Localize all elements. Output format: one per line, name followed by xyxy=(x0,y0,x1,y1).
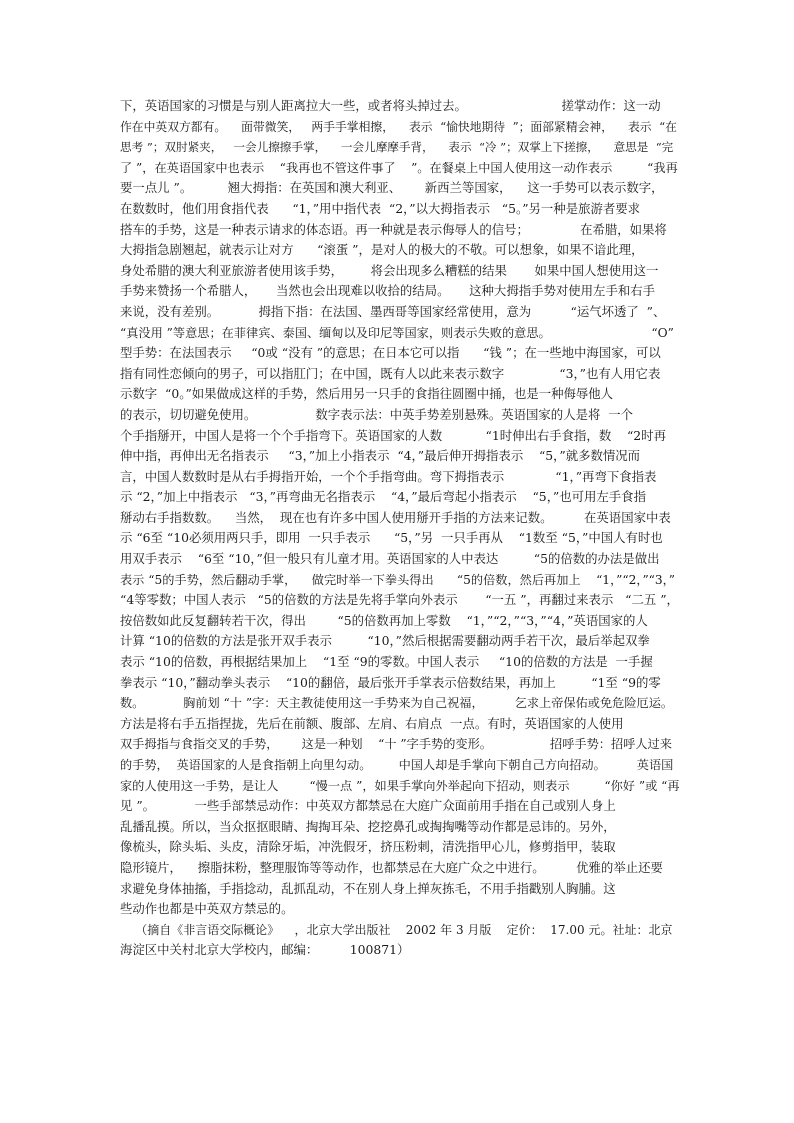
body-text xyxy=(120,96,680,961)
text-line: 数。 胸前划 “十 ”字：天主教徒使用这一手势来为自己祝福， 乞求上帝保佑或免危险厄运。 xyxy=(120,696,674,711)
text-line: 大拇指急剧翘起，就表示让对方 “滚蛋 ”，是对人的极大的不敬。可以想象，如果不谙此理， xyxy=(120,242,644,258)
text-line: 拳表示 “10，”翻动拳头表示 “10的翻倍，最后张开手掌表示倍数结果，再加上 “1至 “9的零 xyxy=(120,674,661,690)
text-line: 了 ”，在英语国家中也表示 “我再也不管这件事了 ”。在餐桌上中国人使用这一动作表示 “我再 xyxy=(120,160,678,175)
text-line: 来说，没有差别。 拇指下指：在法国、墨西哥等国家经常使用，意为 “运气坏透了 ”、 xyxy=(120,303,666,319)
text-line: 手势来赞扬一个希腊人， 当然也会出现难以收拾的结局。 这种大拇指手势对使用左手和右手 xyxy=(120,283,656,299)
text-line: 海淀区中关村北京大学校内，邮编： 100871） xyxy=(120,942,410,958)
text-line: 型手势：在法国表示 “0或 “没有 ”的意思；在日本它可以指 “钱 ”；在一些地中海国家，可以 xyxy=(120,345,661,361)
text-line: 见 ”。 一些手部禁忌动作：中英双方都禁忌在大庭广众面前用手指在自己或别人身上 xyxy=(120,798,616,814)
text-line: 的手势， 英语国家的人是食指朝上向里勾动。 中国人却是手掌向下朝自己方向招动。 英语国 xyxy=(120,758,674,772)
text-line: 求避免身体抽搐，手指捻动，乱抓乱动，不在别人身上掸灰拣毛，不用手指戳别人胸脯。这 xyxy=(120,880,616,896)
text-line: 表示 “5的手势，然后翻动手掌， 做完时举一下拳头得出 “5的倍数，然后再加上 “1，”“2，”“3，” xyxy=(120,572,675,587)
text-line: 言，中国人数数时是从右手拇指开始，一个个手指弯曲。弯下拇指表示 “1，”再弯下食指表 xyxy=(120,468,657,484)
text-line: 像梳头，除头垢、头皮，清除牙垢，冲洗假牙，挤压粉刺，清洗指甲心儿，修剪指甲，装取 xyxy=(120,839,616,855)
text-line: 掰动右手指数数。 当然， 现在也有许多中国人使用掰开手指的方法来记数。 在英语国家中表 xyxy=(120,509,671,525)
text-line: 计算 “10的倍数的方法是张开双手表示 “10，”然后根据需要翻动两手若干次，最后举起双拳 xyxy=(120,633,650,649)
text-line: 用双手表示 “6至 “10，”但一般只有儿童才用。英语国家的人中表达 “5的倍数的办法是做出 xyxy=(120,551,660,567)
text-line: 表示 “10的倍数，再根据结果加上 “1至 “9的零数。中国人表示 “10的倍数的方法是 一手握 xyxy=(120,654,653,670)
text-line: 个手指掰开，中国人是将一个个手指弯下。英语国家的人数 “1时伸出右手食指，数 “2时再 xyxy=(120,427,666,443)
text-line: “4等零数；中国人表示 “5的倍数的方法是先将手掌向外表示 “一五 ”，再翻过来表示 “二五 ”， xyxy=(120,592,679,608)
text-line: 指有同性恋倾向的男子，可以指肛门；在中国，既有人以此来表示数字 “3，”也有人用它表 xyxy=(120,365,661,381)
text-line: 的表示，切切避免使用。 数字表示法：中英手势差别悬殊。英语国家的人是将 一个 xyxy=(120,406,634,422)
text-line: 些动作也都是中英双方禁忌的。 xyxy=(120,901,294,917)
text-line: 示数字 “0。”如果做成这样的手势，然后用另一只手的食指往圆圈中捅，也是一种侮辱他人 xyxy=(120,386,614,402)
text-line: 在数数时，他们用食指代表 “1，”用中指代表 “2，”以大拇指表示 “5。”另一种是旅游者要求 xyxy=(120,200,641,216)
text-line: 伸中指，再伸出无名指表示 “3，”加上小指表示 “4，”最后伸开拇指表示 “5，”就多数情况而 xyxy=(120,448,641,464)
text-line: 按倍数如此反复翻转若干次，得出 “5的倍数再加上零数 “1，”“2，”“3，”“4，”英语国家的人 xyxy=(120,612,648,628)
text-line: 下，英语国家的习惯是与别人距离拉大一些，或者将头掉过去。 搓掌动作：这一动 xyxy=(120,98,661,113)
text-line: 要一点儿 ”。 翘大拇指：在英国和澳大利亚、 新西兰等国家， 这一手势可以表示数字， xyxy=(120,180,664,196)
text-line: 身处希腊的澳大利亚旅游者使用该手势， 将会出现多么糟糕的结果 如果中国人想使用这一 xyxy=(120,262,659,278)
text-line: 作在中英双方都有。 面带微笑， 两手手掌相擦， 表示 “愉快地期待 ”；面部紧精会神， 表示 “在 xyxy=(120,119,677,134)
text-line: 家的人使用这一手势，是让人 “慢一点 ”，如果手掌向外举起向下招动，则表示 “你好 ”或 “再 xyxy=(120,778,680,793)
text-line: “真没用 ”等意思；在菲律宾、泰国、缅甸以及印尼等国家，则表示失败的意思。 “O” xyxy=(120,325,674,340)
text-line: 示 “6至 “10必须用两只手，即用 一只手表示 “5，”另 一只手再从 “1数至 “5，”中国人有时也 xyxy=(120,530,663,546)
text-line: 示 “2，”加上中指表示 “3，”再弯曲无名指表示 “4，”最后弯起小指表示 “5，”也可用左手食指 xyxy=(120,489,646,505)
text-line: 思考 ”；双肘紧夹， 一会儿擦擦手掌， 一会儿摩摩手背， 表示 “冷 ”；双掌上下搓擦， 意思是 “完 xyxy=(120,140,674,155)
text-line: 隐形镜片， 擦脂抹粉，整理服饰等等动作，也都禁忌在大庭广众之中进行。 优雅的举止还要 xyxy=(120,859,663,875)
text-line: （摘自《非言语交际概论》 ，北京大学出版社 2002 年 3 月版 定价： 17.00 元。社址：北京 xyxy=(120,922,673,937)
text-line: 搭车的手势，这是一种表示请求的体态语。再一种就是表示侮辱人的信号； 在希腊，如果将 xyxy=(120,221,667,237)
text-line: 乱播乱摸。所以，当众抠抠眼睛、掏掏耳朵、挖挖鼻孔或掏掏嘴等动作都是忌讳的。另外， xyxy=(120,818,616,834)
text-line: 方法是将右手五指捏拢，先后在前额、腹部、左肩、右肩点 一点。有时，英语国家的人使用 xyxy=(120,715,624,731)
text-line: 双手拇指与食指交叉的手势， 这是一种划 “十 ”字手势的变形。 招呼手势：招呼人过来 xyxy=(120,737,672,752)
